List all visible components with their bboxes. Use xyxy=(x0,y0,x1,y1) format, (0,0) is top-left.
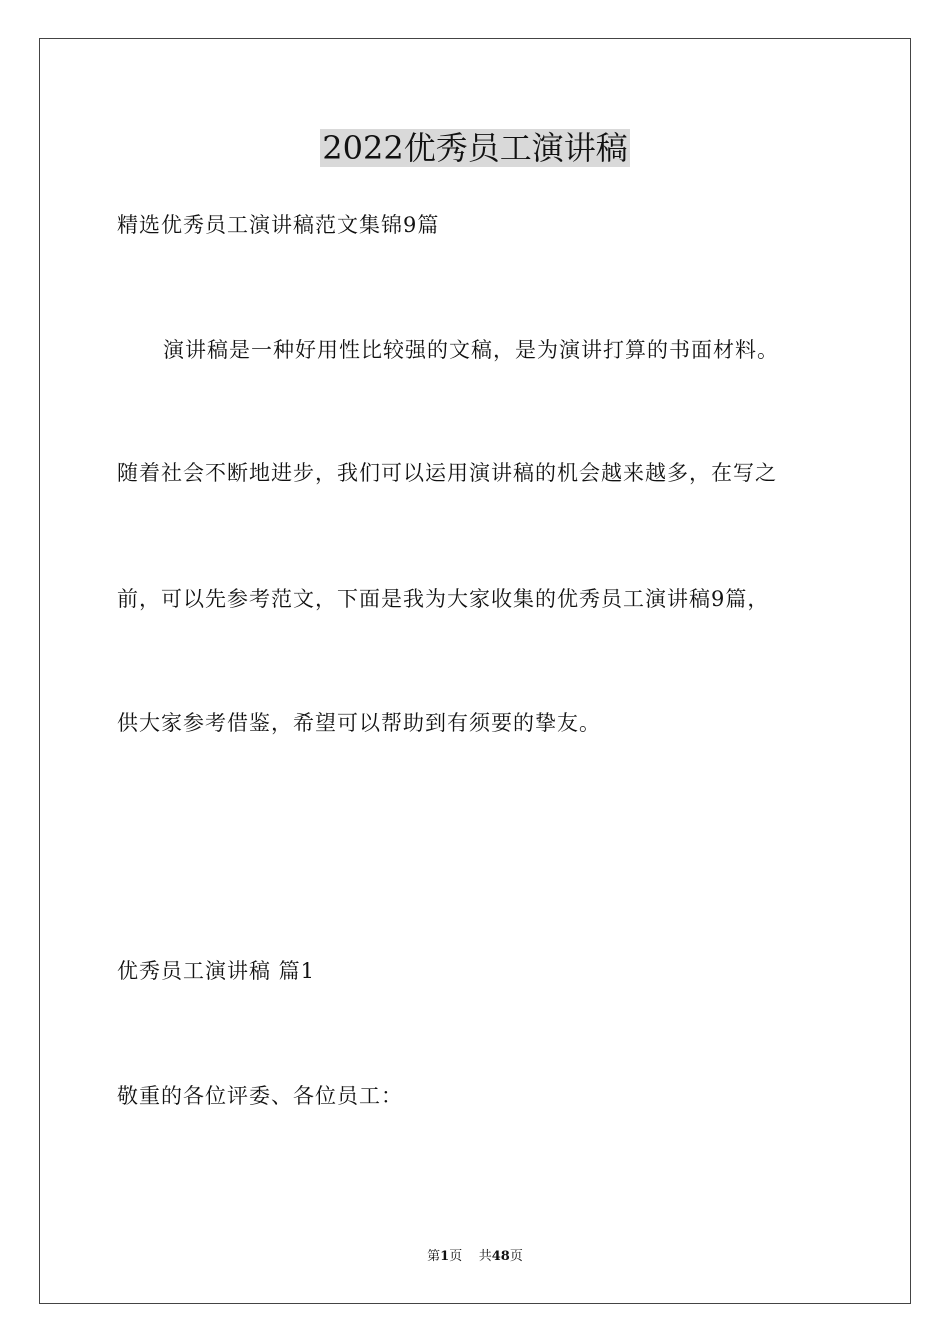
footer-total-suffix: 页 xyxy=(509,1249,523,1264)
intro-line-4: 供大家参考借鉴，希望可以帮助到有须要的挚友。 xyxy=(117,711,601,735)
page-footer xyxy=(0,1248,950,1266)
intro-line-1: 演讲稿是一种好用性比较强的文稿，是为演讲打算的书面材料。 xyxy=(163,338,779,362)
footer-total-pages: 48 xyxy=(491,1249,510,1264)
section-heading: 优秀员工演讲稿 篇1 xyxy=(117,959,316,983)
intro-line-2: 随着社会不断地进步，我们可以运用演讲稿的机会越来越多，在写之 xyxy=(117,461,777,485)
footer-page-prefix: 第 xyxy=(427,1249,441,1264)
footer-current-page: 1 xyxy=(440,1249,450,1264)
document-title-text: 2022优秀员工演讲稿 xyxy=(322,129,628,167)
intro-line-3: 前，可以先参考范文，下面是我为大家收集的优秀员工演讲稿9篇， xyxy=(117,587,770,611)
footer-page-suffix: 页 xyxy=(449,1249,463,1264)
document-title xyxy=(0,126,950,170)
document-subtitle: 精选优秀员工演讲稿范文集锦9篇 xyxy=(117,213,440,237)
greeting-line: 敬重的各位评委、各位员工： xyxy=(117,1084,403,1108)
footer-total-prefix: 共 xyxy=(478,1249,492,1264)
